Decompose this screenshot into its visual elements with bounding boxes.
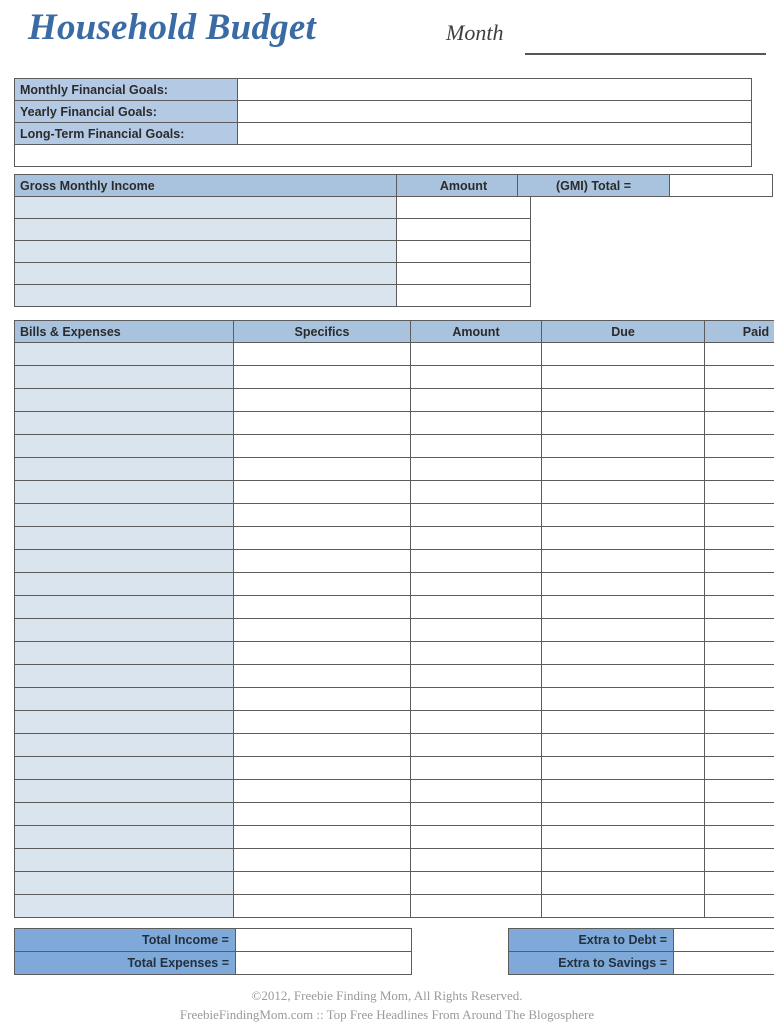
expense-amount-input[interactable] <box>411 665 542 688</box>
month-input-line[interactable] <box>525 53 766 55</box>
expense-due-input[interactable] <box>542 619 705 642</box>
expense-bill-input[interactable] <box>15 688 234 711</box>
expense-paid-input[interactable] <box>705 412 774 435</box>
expense-amount-input[interactable] <box>411 366 542 389</box>
expense-paid-input[interactable] <box>705 527 774 550</box>
copyright-line: ©2012, Freebie Finding Mom, All Rights Reserved. <box>251 988 523 1003</box>
page-footer <box>0 986 774 1024</box>
expense-amount-input[interactable] <box>411 527 542 550</box>
goal-input-yearly[interactable] <box>238 101 752 123</box>
expense-paid-input[interactable] <box>705 642 774 665</box>
expense-specifics-input[interactable] <box>234 573 411 596</box>
expense-amount-input[interactable] <box>411 849 542 872</box>
income-source-input[interactable] <box>15 285 397 307</box>
expense-due-input[interactable] <box>542 711 705 734</box>
expense-specifics-input[interactable] <box>234 895 411 918</box>
expense-specifics-input[interactable] <box>234 527 411 550</box>
expense-amount-input[interactable] <box>411 389 542 412</box>
expense-bill-input[interactable] <box>15 550 234 573</box>
expense-specifics-input[interactable] <box>234 734 411 757</box>
expense-bill-input[interactable] <box>15 780 234 803</box>
expense-due-input[interactable] <box>542 458 705 481</box>
goal-input-extra[interactable] <box>15 145 752 167</box>
expense-amount-input[interactable] <box>411 412 542 435</box>
expense-due-input[interactable] <box>542 596 705 619</box>
expense-paid-input[interactable] <box>705 481 774 504</box>
expense-due-input[interactable] <box>542 803 705 826</box>
table-row <box>15 241 531 263</box>
expense-amount-input[interactable] <box>411 435 542 458</box>
table-row <box>509 952 774 975</box>
table-row <box>15 145 752 167</box>
expense-amount-input[interactable] <box>411 734 542 757</box>
table-row <box>15 849 774 872</box>
expense-bill-input[interactable] <box>15 527 234 550</box>
expense-specifics-input[interactable] <box>234 642 411 665</box>
totals-left-block <box>14 928 412 975</box>
expense-due-input[interactable] <box>542 665 705 688</box>
expense-bill-input[interactable] <box>15 849 234 872</box>
expense-bill-input[interactable] <box>15 665 234 688</box>
income-amount-input[interactable] <box>397 241 531 263</box>
expense-header-bills: Bills & Expenses <box>15 321 234 343</box>
expense-paid-input[interactable] <box>705 573 774 596</box>
expense-amount-input[interactable] <box>411 826 542 849</box>
expense-specifics-input[interactable] <box>234 619 411 642</box>
expense-specifics-input[interactable] <box>234 780 411 803</box>
expense-due-input[interactable] <box>542 504 705 527</box>
table-row <box>15 573 774 596</box>
expense-paid-input[interactable] <box>705 389 774 412</box>
expense-paid-input[interactable] <box>705 619 774 642</box>
table-row <box>15 872 774 895</box>
expense-specifics-input[interactable] <box>234 757 411 780</box>
expense-paid-input[interactable] <box>705 826 774 849</box>
expense-amount-input[interactable] <box>411 504 542 527</box>
table-row <box>15 343 774 366</box>
table-row <box>15 952 412 975</box>
expense-paid-input[interactable] <box>705 343 774 366</box>
expense-bill-input[interactable] <box>15 389 234 412</box>
table-row <box>15 929 412 952</box>
expense-due-input[interactable] <box>542 734 705 757</box>
table-row <box>15 263 531 285</box>
expense-bill-input[interactable] <box>15 366 234 389</box>
extra-to-debt-label: Extra to Debt = <box>509 929 674 952</box>
expense-paid-input[interactable] <box>705 734 774 757</box>
total-expenses-label: Total Expenses = <box>15 952 236 975</box>
expense-due-input[interactable] <box>542 642 705 665</box>
expense-bill-input[interactable] <box>15 481 234 504</box>
expense-header-paid: Paid <box>705 321 774 343</box>
expense-bill-input[interactable] <box>15 619 234 642</box>
expense-paid-input[interactable] <box>705 504 774 527</box>
expense-specifics-input[interactable] <box>234 665 411 688</box>
table-row <box>509 929 774 952</box>
month-label: Month <box>446 20 504 45</box>
expense-bill-input[interactable] <box>15 343 234 366</box>
table-row <box>15 481 774 504</box>
expense-paid-input[interactable] <box>705 665 774 688</box>
expense-bill-input[interactable] <box>15 826 234 849</box>
expense-due-input[interactable] <box>542 481 705 504</box>
table-row <box>518 175 773 197</box>
expense-specifics-input[interactable] <box>234 849 411 872</box>
income-source-input[interactable] <box>15 263 397 285</box>
expense-due-input[interactable] <box>542 527 705 550</box>
expense-specifics-input[interactable] <box>234 435 411 458</box>
expense-specifics-input[interactable] <box>234 688 411 711</box>
table-row <box>15 734 774 757</box>
expense-specifics-input[interactable] <box>234 826 411 849</box>
table-row <box>15 688 774 711</box>
extra-to-savings-input[interactable] <box>674 952 774 975</box>
page-header <box>14 4 760 66</box>
expense-header-due: Due <box>542 321 705 343</box>
expense-paid-input[interactable] <box>705 596 774 619</box>
expense-bill-input[interactable] <box>15 803 234 826</box>
income-amount-input[interactable] <box>397 285 531 307</box>
expense-bill-input[interactable] <box>15 895 234 918</box>
table-row <box>15 596 774 619</box>
table-row <box>15 803 774 826</box>
expense-amount-input[interactable] <box>411 803 542 826</box>
expense-specifics-input[interactable] <box>234 550 411 573</box>
income-amount-input[interactable] <box>397 219 531 241</box>
table-row <box>15 366 774 389</box>
expense-due-input[interactable] <box>542 366 705 389</box>
table-row <box>15 101 752 123</box>
expense-bill-input[interactable] <box>15 504 234 527</box>
expense-paid-input[interactable] <box>705 780 774 803</box>
gmi-total-input[interactable] <box>670 175 773 197</box>
expense-due-input[interactable] <box>542 389 705 412</box>
expense-specifics-input[interactable] <box>234 389 411 412</box>
expense-due-input[interactable] <box>542 826 705 849</box>
table-row <box>15 527 774 550</box>
table-header-row <box>15 321 774 343</box>
expense-due-input[interactable] <box>542 849 705 872</box>
expense-bill-input[interactable] <box>15 435 234 458</box>
expense-bill-input[interactable] <box>15 734 234 757</box>
expense-paid-input[interactable] <box>705 872 774 895</box>
expense-amount-input[interactable] <box>411 895 542 918</box>
goal-input-monthly[interactable] <box>238 79 752 101</box>
table-row <box>15 711 774 734</box>
expense-due-input[interactable] <box>542 872 705 895</box>
table-row <box>15 895 774 918</box>
expense-specifics-input[interactable] <box>234 458 411 481</box>
table-row <box>15 219 531 241</box>
expense-amount-input[interactable] <box>411 481 542 504</box>
table-row <box>15 79 752 101</box>
expense-due-input[interactable] <box>542 895 705 918</box>
table-row <box>15 550 774 573</box>
expense-paid-input[interactable] <box>705 458 774 481</box>
expense-bill-input[interactable] <box>15 596 234 619</box>
expense-specifics-input[interactable] <box>234 596 411 619</box>
table-row <box>15 435 774 458</box>
table-row <box>15 285 531 307</box>
table-row <box>15 123 752 145</box>
extra-to-debt-input[interactable] <box>674 929 774 952</box>
expense-rows <box>15 343 774 918</box>
expense-specifics-input[interactable] <box>234 343 411 366</box>
expense-amount-input[interactable] <box>411 596 542 619</box>
table-row <box>15 642 774 665</box>
page-title: Household Budget <box>28 7 316 48</box>
expense-header-amount: Amount <box>411 321 542 343</box>
table-row <box>15 665 774 688</box>
table-row <box>15 412 774 435</box>
expense-amount-input[interactable] <box>411 780 542 803</box>
income-amount-input[interactable] <box>397 263 531 285</box>
gmi-total-label: (GMI) Total = <box>518 175 670 197</box>
table-header-row <box>15 175 531 197</box>
bills-and-expenses-table <box>14 320 774 918</box>
income-source-input[interactable] <box>15 219 397 241</box>
expense-due-input[interactable] <box>542 550 705 573</box>
expense-amount-input[interactable] <box>411 688 542 711</box>
expense-bill-input[interactable] <box>15 458 234 481</box>
financial-goals-table <box>14 78 752 167</box>
table-row <box>15 389 774 412</box>
income-source-input[interactable] <box>15 241 397 263</box>
expense-paid-input[interactable] <box>705 895 774 918</box>
total-income-input[interactable] <box>236 929 412 952</box>
expense-paid-input[interactable] <box>705 757 774 780</box>
expense-due-input[interactable] <box>542 573 705 596</box>
expense-amount-input[interactable] <box>411 642 542 665</box>
expense-specifics-input[interactable] <box>234 504 411 527</box>
income-source-input[interactable] <box>15 197 397 219</box>
income-amount-input[interactable] <box>397 197 531 219</box>
extra-to-savings-label: Extra to Savings = <box>509 952 674 975</box>
expense-amount-input[interactable] <box>411 343 542 366</box>
expense-amount-input[interactable] <box>411 550 542 573</box>
expense-paid-input[interactable] <box>705 688 774 711</box>
expense-due-input[interactable] <box>542 412 705 435</box>
totals-right-block <box>508 928 774 975</box>
table-row <box>15 458 774 481</box>
expense-due-input[interactable] <box>542 757 705 780</box>
expense-bill-input[interactable] <box>15 872 234 895</box>
expense-amount-input[interactable] <box>411 458 542 481</box>
goal-label-yearly: Yearly Financial Goals: <box>15 101 238 123</box>
expense-bill-input[interactable] <box>15 642 234 665</box>
goal-label-long-term: Long-Term Financial Goals: <box>15 123 238 145</box>
table-row <box>15 780 774 803</box>
table-row <box>15 197 531 219</box>
expense-paid-input[interactable] <box>705 849 774 872</box>
expense-amount-input[interactable] <box>411 619 542 642</box>
expense-paid-input[interactable] <box>705 711 774 734</box>
expense-paid-input[interactable] <box>705 550 774 573</box>
expense-amount-input[interactable] <box>411 757 542 780</box>
income-header-amount: Amount <box>397 175 531 197</box>
gmi-total-block <box>517 174 773 197</box>
expense-specifics-input[interactable] <box>234 803 411 826</box>
expense-specifics-input[interactable] <box>234 872 411 895</box>
expense-due-input[interactable] <box>542 688 705 711</box>
expense-bill-input[interactable] <box>15 573 234 596</box>
table-row <box>15 757 774 780</box>
expense-bill-input[interactable] <box>15 412 234 435</box>
income-header-name: Gross Monthly Income <box>15 175 397 197</box>
expense-specifics-input[interactable] <box>234 481 411 504</box>
expense-specifics-input[interactable] <box>234 711 411 734</box>
expense-due-input[interactable] <box>542 780 705 803</box>
expense-header-specifics: Specifics <box>234 321 411 343</box>
expense-paid-input[interactable] <box>705 803 774 826</box>
site-credit-line: FreebieFindingMom.com :: Top Free Headlines From Around The Blogosphere <box>179 1007 595 1022</box>
expense-amount-input[interactable] <box>411 872 542 895</box>
expense-due-input[interactable] <box>542 343 705 366</box>
expense-paid-input[interactable] <box>705 366 774 389</box>
goal-label-monthly: Monthly Financial Goals: <box>15 79 238 101</box>
expense-amount-input[interactable] <box>411 711 542 734</box>
expense-bill-input[interactable] <box>15 711 234 734</box>
expense-specifics-input[interactable] <box>234 412 411 435</box>
expense-specifics-input[interactable] <box>234 366 411 389</box>
total-income-label: Total Income = <box>15 929 236 952</box>
expense-amount-input[interactable] <box>411 573 542 596</box>
table-row <box>15 619 774 642</box>
gross-monthly-income-table <box>14 174 531 307</box>
expense-due-input[interactable] <box>542 435 705 458</box>
total-expenses-input[interactable] <box>236 952 412 975</box>
table-row <box>15 504 774 527</box>
expense-paid-input[interactable] <box>705 435 774 458</box>
table-row <box>15 826 774 849</box>
goal-input-long-term[interactable] <box>238 123 752 145</box>
expense-bill-input[interactable] <box>15 757 234 780</box>
